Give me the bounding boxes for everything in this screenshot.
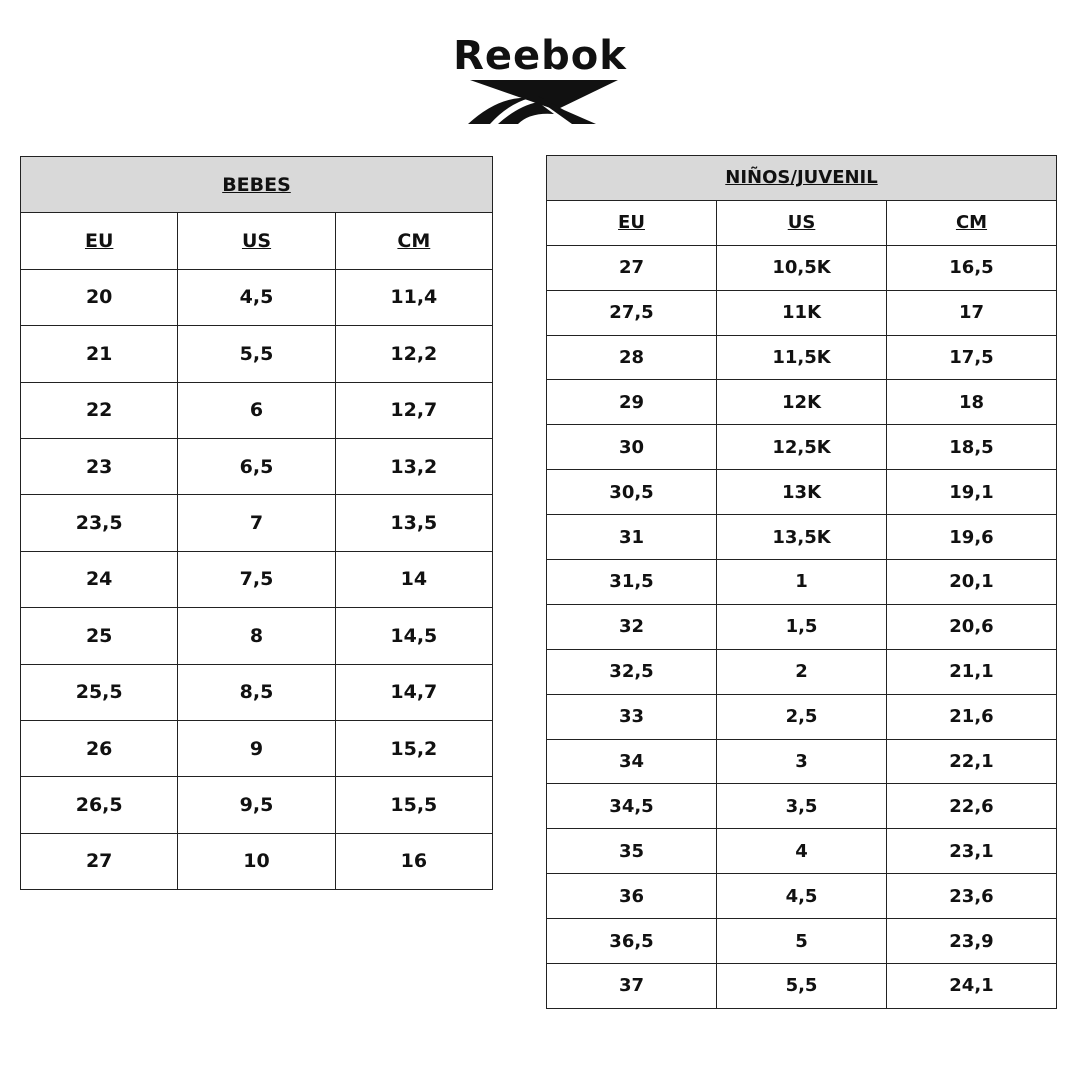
ninos-cell-us: 11,5K (717, 335, 887, 380)
ninos-cell-cm: 19,1 (887, 470, 1057, 515)
ninos-cell-eu: 37 (547, 964, 717, 1009)
bebes-cell-cm: 12,7 (335, 382, 492, 438)
ninos-juvenil-size-table (546, 155, 1057, 1009)
ninos-cell-eu: 29 (547, 380, 717, 425)
ninos-table-row (547, 290, 1057, 335)
ninos-cell-cm: 23,1 (887, 829, 1057, 874)
ninos-table-row (547, 919, 1057, 964)
ninos-cell-eu: 30,5 (547, 470, 717, 515)
bebes-table-row (21, 833, 493, 889)
bebes-cell-us: 10 (178, 833, 335, 889)
header-label: US (241, 230, 272, 253)
ninos-cell-us: 12K (717, 380, 887, 425)
bebes-cell-cm: 12,2 (335, 326, 492, 382)
bebes-cell-cm: 15,2 (335, 720, 492, 776)
ninos-cell-eu: 30 (547, 425, 717, 470)
bebes-cell-us: 7,5 (178, 551, 335, 607)
ninos-cell-cm: 16,5 (887, 245, 1057, 290)
bebes-cell-us: 4,5 (178, 269, 335, 325)
ninos-table-row (547, 470, 1057, 515)
bebes-table-row (21, 720, 493, 776)
bebes-cell-cm: 16 (335, 833, 492, 889)
ninos-table-row (547, 515, 1057, 560)
header-label: EU (84, 230, 114, 253)
ninos-cell-cm: 18,5 (887, 425, 1057, 470)
ninos-cell-us: 4,5 (717, 874, 887, 919)
ninos-cell-eu: 34 (547, 739, 717, 784)
bebes-cell-eu: 25 (21, 608, 178, 664)
ninos-cell-cm: 22,1 (887, 739, 1057, 784)
bebes-cell-cm: 14,5 (335, 608, 492, 664)
bebes-table-row (21, 438, 493, 494)
bebes-table-row (21, 608, 493, 664)
bebes-cell-eu: 25,5 (21, 664, 178, 720)
bebes-cell-cm: 15,5 (335, 777, 492, 833)
ninos-cell-cm: 20,1 (887, 560, 1057, 605)
ninos-table-row (547, 694, 1057, 739)
ninos-table-row (547, 425, 1057, 470)
header-label: CM (397, 230, 431, 253)
bebes-cell-eu: 26 (21, 720, 178, 776)
ninos-header-eu (547, 200, 717, 245)
bebes-cell-us: 5,5 (178, 326, 335, 382)
ninos-cell-eu: 31,5 (547, 560, 717, 605)
ninos-cell-us: 5,5 (717, 964, 887, 1009)
bebes-header-cm (335, 213, 492, 269)
ninos-table-row (547, 964, 1057, 1009)
ninos-cell-cm: 23,9 (887, 919, 1057, 964)
bebes-cell-eu: 21 (21, 326, 178, 382)
bebes-cell-us: 6,5 (178, 438, 335, 494)
ninos-cell-us: 3,5 (717, 784, 887, 829)
bebes-table-row (21, 664, 493, 720)
ninos-cell-eu: 35 (547, 829, 717, 874)
reebok-vector-icon (468, 78, 620, 126)
ninos-cell-us: 4 (717, 829, 887, 874)
bebes-table-row (21, 551, 493, 607)
bebes-cell-us: 8 (178, 608, 335, 664)
bebes-cell-eu: 20 (21, 269, 178, 325)
ninos-table-row (547, 874, 1057, 919)
ninos-cell-us: 2 (717, 649, 887, 694)
ninos-cell-eu: 32 (547, 604, 717, 649)
ninos-cell-eu: 32,5 (547, 649, 717, 694)
ninos-cell-us: 1 (717, 560, 887, 605)
ninos-header-us (717, 200, 887, 245)
ninos-table-row (547, 245, 1057, 290)
bebes-cell-cm: 11,4 (335, 269, 492, 325)
ninos-cell-eu: 36 (547, 874, 717, 919)
ninos-cell-cm: 19,6 (887, 515, 1057, 560)
ninos-title-cell (547, 156, 1057, 201)
ninos-cell-cm: 20,6 (887, 604, 1057, 649)
ninos-cell-eu: 34,5 (547, 784, 717, 829)
ninos-table-row (547, 784, 1057, 829)
ninos-cell-cm: 21,6 (887, 694, 1057, 739)
bebes-cell-cm: 14 (335, 551, 492, 607)
ninos-cell-us: 13K (717, 470, 887, 515)
bebes-cell-us: 9 (178, 720, 335, 776)
ninos-cell-us: 3 (717, 739, 887, 784)
ninos-header-cm (887, 200, 1057, 245)
bebes-table-row (21, 382, 493, 438)
bebes-table-row (21, 777, 493, 833)
ninos-table-row (547, 739, 1057, 784)
header-label: US (787, 212, 816, 234)
ninos-cell-eu: 27,5 (547, 290, 717, 335)
bebes-size-table (20, 156, 493, 890)
ninos-table-row (547, 604, 1057, 649)
bebes-cell-us: 9,5 (178, 777, 335, 833)
ninos-cell-cm: 21,1 (887, 649, 1057, 694)
bebes-title-cell (21, 157, 493, 213)
ninos-cell-cm: 17 (887, 290, 1057, 335)
ninos-cell-us: 2,5 (717, 694, 887, 739)
ninos-cell-cm: 17,5 (887, 335, 1057, 380)
ninos-cell-us: 5 (717, 919, 887, 964)
ninos-table-row (547, 335, 1057, 380)
ninos-table-row (547, 380, 1057, 425)
bebes-table-row (21, 326, 493, 382)
ninos-cell-us: 13,5K (717, 515, 887, 560)
ninos-cell-cm: 18 (887, 380, 1057, 425)
ninos-cell-us: 1,5 (717, 604, 887, 649)
reebok-logo (440, 33, 640, 128)
bebes-cell-us: 6 (178, 382, 335, 438)
bebes-cell-eu: 24 (21, 551, 178, 607)
ninos-cell-us: 10,5K (717, 245, 887, 290)
bebes-cell-eu: 27 (21, 833, 178, 889)
bebes-cell-eu: 22 (21, 382, 178, 438)
bebes-cell-eu: 26,5 (21, 777, 178, 833)
ninos-cell-eu: 36,5 (547, 919, 717, 964)
ninos-table-row (547, 829, 1057, 874)
bebes-table-row (21, 269, 493, 325)
bebes-cell-eu: 23 (21, 438, 178, 494)
bebes-cell-cm: 13,2 (335, 438, 492, 494)
ninos-title: NIÑOS/JUVENIL (725, 167, 878, 189)
header-label: CM (955, 212, 988, 234)
bebes-cell-cm: 13,5 (335, 495, 492, 551)
logo-wordmark: Reebok (453, 33, 627, 79)
ninos-cell-us: 11K (717, 290, 887, 335)
ninos-cell-eu: 33 (547, 694, 717, 739)
bebes-cell-cm: 14,7 (335, 664, 492, 720)
ninos-cell-cm: 23,6 (887, 874, 1057, 919)
ninos-cell-cm: 22,6 (887, 784, 1057, 829)
bebes-cell-eu: 23,5 (21, 495, 178, 551)
ninos-cell-us: 12,5K (717, 425, 887, 470)
header-label: EU (618, 212, 645, 234)
ninos-cell-eu: 28 (547, 335, 717, 380)
ninos-table-row (547, 560, 1057, 605)
bebes-cell-us: 8,5 (178, 664, 335, 720)
ninos-cell-eu: 27 (547, 245, 717, 290)
bebes-title: BEBES (222, 173, 291, 196)
ninos-table-row (547, 649, 1057, 694)
bebes-header-us (178, 213, 335, 269)
ninos-cell-cm: 24,1 (887, 964, 1057, 1009)
bebes-header-eu (21, 213, 178, 269)
bebes-table-row (21, 495, 493, 551)
ninos-cell-eu: 31 (547, 515, 717, 560)
bebes-cell-us: 7 (178, 495, 335, 551)
